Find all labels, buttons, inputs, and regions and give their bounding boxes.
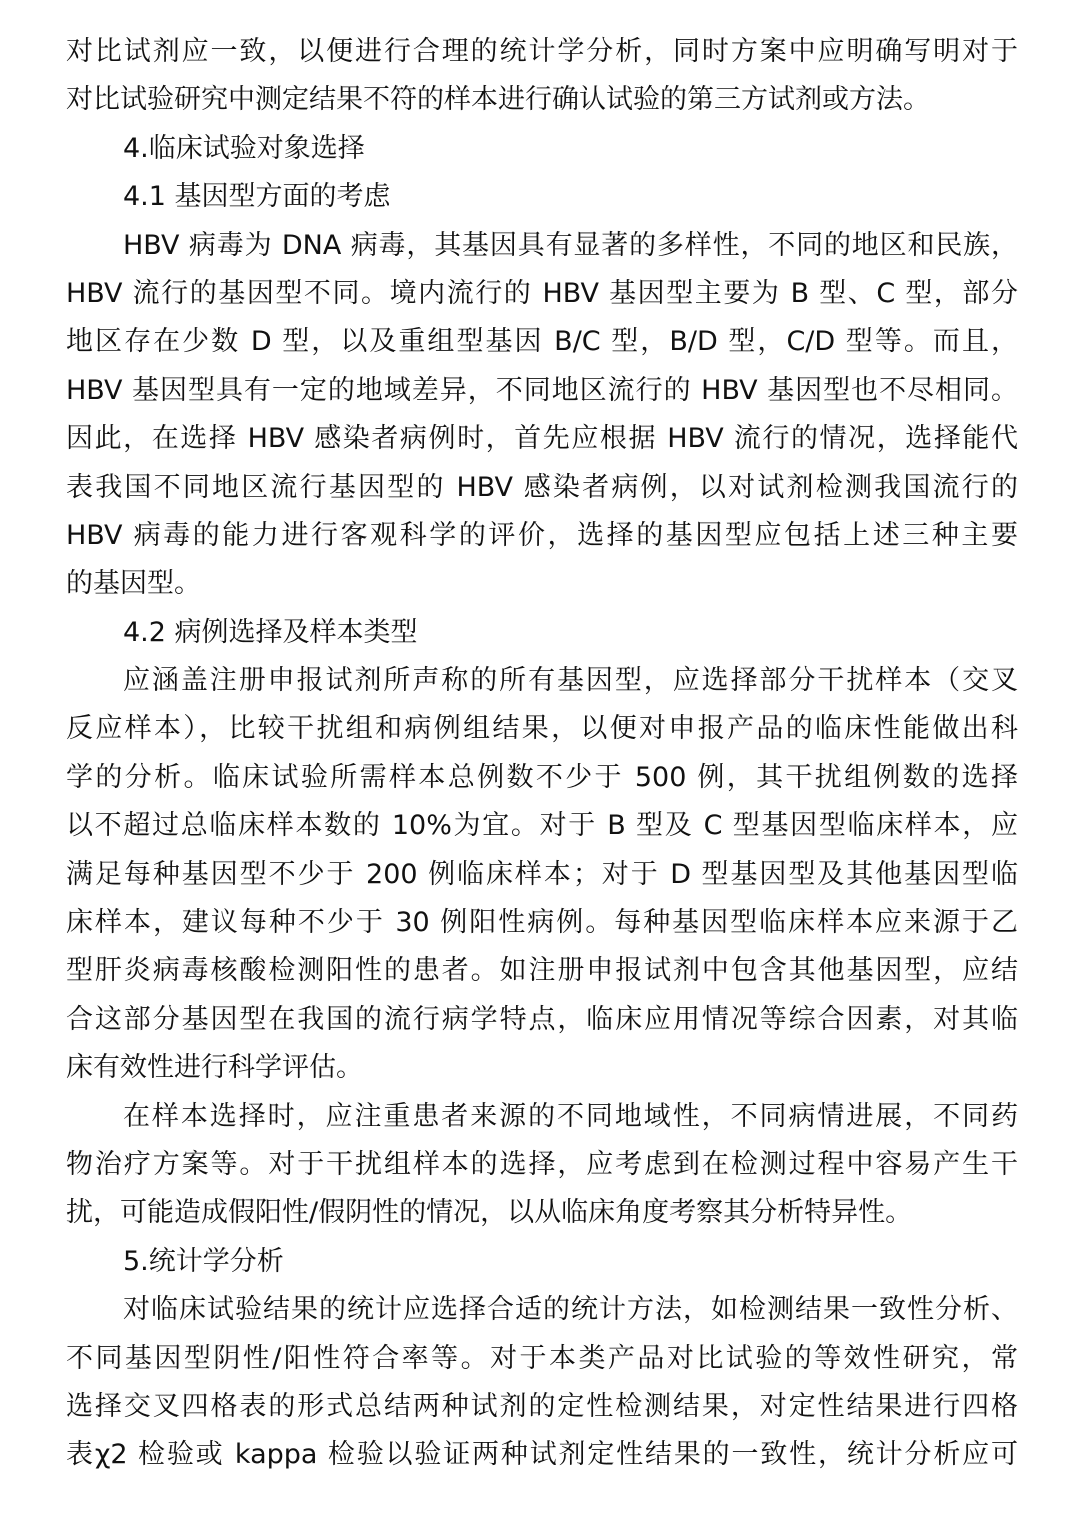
text-line-10: 表我国不同地区流行基因型的 HBV 感染者病例，以对试剂检测我国流行的 [66, 471, 1018, 503]
text-line-30: 表χ2 检验或 kappa 检验以验证两种试剂定性结果的一致性，统计分析应可 [66, 1439, 1018, 1471]
text-line-5: HBV 病毒为 DNA 病毒，其基因具有显著的多样性，不同的地区和民族， [123, 229, 1018, 261]
text-line-24: 物治疗方案等。对于干扰组样本的选择，应考虑到在检测过程中容易产生干 [66, 1148, 1018, 1180]
subsection-heading-4-1: 4.1 基因型方面的考虑 [123, 181, 391, 213]
text-line-8: HBV 基因型具有一定的地域差异，不同地区流行的 HBV 基因型也不尽相同。 [66, 374, 1018, 406]
text-line-16: 学的分析。临床试验所需样本总例数不少于 500 例，其干扰组例数的选择 [66, 761, 1018, 793]
text-line-6: HBV 流行的基因型不同。境内流行的 HBV 基因型主要为 B 型、C 型，部分 [66, 277, 1018, 309]
text-line-11: HBV 病毒的能力进行客观科学的评价，选择的基因型应包括上述三种主要 [66, 519, 1018, 551]
text-line-15: 反应样本），比较干扰组和病例组结果，以便对申报产品的临床性能做出科 [66, 713, 1018, 745]
text-line-14: 应涵盖注册申报试剂所声称的所有基因型，应选择部分干扰样本（交叉 [123, 665, 1018, 697]
text-line-2: 对比试验研究中测定结果不符的样本进行确认试验的第三方试剂或方法。 [66, 84, 930, 116]
text-line-7: 地区存在少数 D 型，以及重组型基因 B/C 型，B/D 型，C/D 型等。而且， [66, 326, 1018, 358]
text-line-19: 床样本，建议每种不少于 30 例阳性病例。每种基因型临床样本应来源于乙 [66, 907, 1018, 939]
text-line-12: 的基因型。 [66, 568, 201, 600]
section-heading-4: 4.临床试验对象选择 [123, 132, 365, 164]
text-line-27: 对临床试验结果的统计应选择合适的统计方法，如检测结果一致性分析、 [123, 1294, 1018, 1326]
text-line-21: 合这部分基因型在我国的流行病学特点，临床应用情况等综合因素，对其临 [66, 1003, 1018, 1035]
text-line-9: 因此，在选择 HBV 感染者病例时，首先应根据 HBV 流行的情况，选择能代 [66, 423, 1018, 455]
subsection-heading-4-2: 4.2 病例选择及样本类型 [123, 616, 418, 648]
text-line-1: 对比试剂应一致，以便进行合理的统计学分析，同时方案中应明确写明对于 [66, 36, 1018, 67]
text-line-17: 以不超过总临床样本数的 10%为宜。对于 B 型及 C 型基因型临床样本，应 [66, 810, 1018, 842]
text-line-22: 床有效性进行科学评估。 [66, 1052, 363, 1084]
text-line-18: 满足每种基因型不少于 200 例临床样本；对于 D 型基因型及其他基因型临 [66, 858, 1018, 890]
text-line-20: 型肝炎病毒核酸检测阳性的患者。如注册申报试剂中包含其他基因型，应结 [66, 955, 1018, 987]
section-heading-5: 5.统计学分析 [123, 1245, 284, 1277]
text-line-25: 扰，可能造成假阳性/假阴性的情况，以从临床角度考察其分析特异性。 [66, 1197, 913, 1229]
text-line-28: 不同基因型阴性/阳性符合率等。对于本类产品对比试验的等效性研究，常 [66, 1342, 1018, 1374]
document-page [66, 28, 1018, 1480]
text-line-29: 选择交叉四格表的形式总结两种试剂的定性检测结果，对定性结果进行四格 [66, 1390, 1018, 1422]
text-line-23: 在样本选择时，应注重患者来源的不同地域性，不同病情进展，不同药 [123, 1100, 1018, 1132]
